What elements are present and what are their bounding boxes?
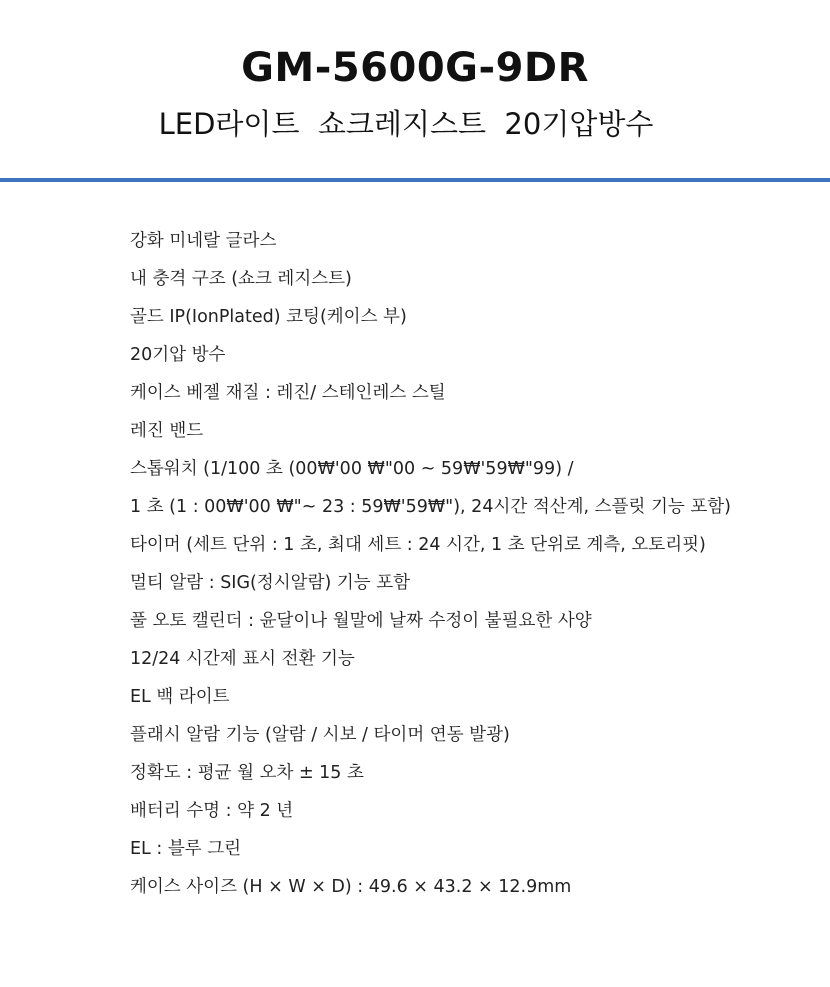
spec-item: 12/24 시간제 표시 전환 기능 <box>130 649 355 669</box>
spec-item: 내 충격 구조 (쇼크 레지스트) <box>130 269 352 289</box>
spec-item: 풀 오토 캘린더 : 윤달이나 월말에 날짜 수정이 불필요한 사양 <box>130 611 592 631</box>
spec-item: 케이스 베젤 재질 : 레진/ 스테인레스 스틸 <box>130 383 446 403</box>
product-header <box>0 0 830 178</box>
spec-item: 20기압 방수 <box>130 345 226 365</box>
spec-item: 강화 미네랄 글라스 <box>130 231 277 251</box>
spec-item: 레진 밴드 <box>130 421 204 441</box>
spec-item: EL 백 라이트 <box>130 687 230 707</box>
spec-item: 타이머 (세트 단위 : 1 초, 최대 세트 : 24 시간, 1 초 단위로 계측, 오토리핏) <box>130 535 706 555</box>
spec-item: EL : 블루 그린 <box>130 839 242 859</box>
spec-item: 스톱워치 (1/100 초 (00₩'00 ₩"00 ~ 59₩'59₩"99) / <box>130 459 574 479</box>
spec-item: 플래시 알람 기능 (알람 / 시보 / 타이머 연동 발광) <box>130 725 510 745</box>
spec-item: 케이스 사이즈 (H × W × D) : 49.6 × 43.2 × 12.9mm <box>130 877 572 897</box>
spec-item: 멀티 알람 : SIG(정시알람) 기능 포함 <box>130 573 411 593</box>
feature-subtitle: LED라이트 쇼크레지스트 20기압방수 <box>158 107 654 141</box>
spec-item: 골드 IP(IonPlated) 코팅(케이스 부) <box>130 307 407 327</box>
header-divider <box>0 178 830 182</box>
spec-item: 배터리 수명 : 약 2 년 <box>130 801 294 821</box>
spec-item: 정확도 : 평균 월 오차 ± 15 초 <box>130 763 364 783</box>
model-title: GM-5600G-9DR <box>241 45 589 91</box>
spec-item: 1 초 (1 : 00₩'00 ₩"~ 23 : 59₩'59₩"), 24시간 적산계, 스플릿 기능 포함) <box>130 497 731 517</box>
spec-list <box>130 222 731 906</box>
